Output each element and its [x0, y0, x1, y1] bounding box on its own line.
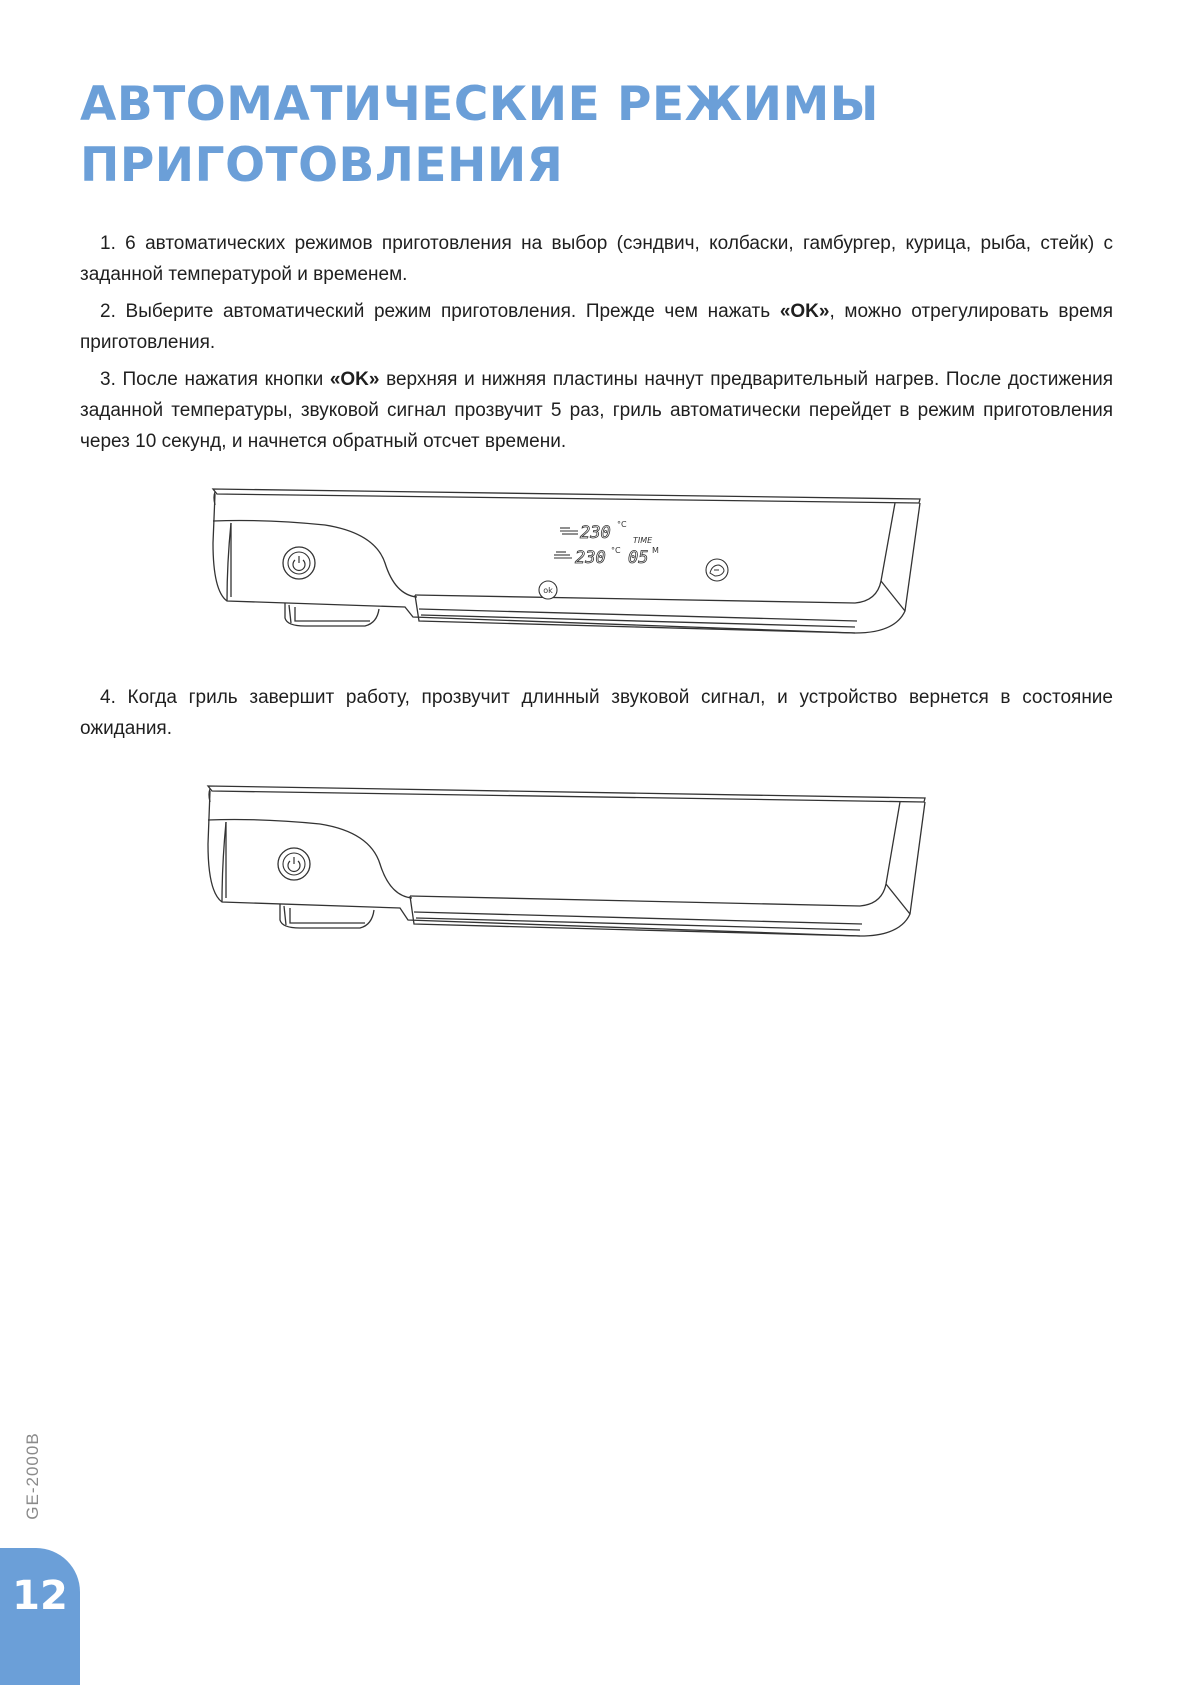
page-number: 12: [12, 1573, 68, 1619]
bottom-plate-temperature: 230: [575, 548, 606, 568]
time-value: 05: [628, 548, 649, 568]
model-name-text: GE-2000B: [23, 1432, 42, 1520]
ok-button-label: ok: [543, 586, 553, 595]
paragraph-1: 1. 6 автоматических режимов приготовления на выбор (сэндвич, колбаски, гамбургер, курица, рыба, стейк) с заданной температурой и временем.: [80, 233, 1113, 285]
ok-button[interactable]: [539, 581, 557, 599]
paragraph-2-text-start: 2. Выберите автоматический режим приготовления. Прежде чем нажать: [100, 301, 780, 322]
paragraph-3-text-start: 3. После нажатия кнопки: [100, 369, 330, 390]
page-title-line-2: ПРИГОТОВЛЕНИЯ: [80, 138, 564, 193]
page-title-line-1: АВТОМАТИЧЕСКИЕ РЕЖИМЫ: [80, 77, 879, 132]
ok-emphasis: «OK»: [329, 369, 380, 390]
bottom-temperature-unit: °C: [611, 546, 621, 555]
paragraph-3: [80, 364, 1113, 457]
instructions: [80, 228, 1113, 463]
control-panel-standby-illustration: [200, 780, 930, 960]
model-name: [20, 1421, 46, 1531]
paragraph-2: [80, 296, 1113, 358]
power-button[interactable]: [278, 848, 310, 880]
bottom-plate-icon: [554, 552, 572, 558]
ok-emphasis: «OK»: [779, 301, 830, 322]
control-panel-lit-illustration: [205, 483, 925, 653]
paragraph-4: 4. Когда гриль завершит работу, прозвучит длинный звуковой сигнал, и устройство вернется в состояние ожидания.: [80, 687, 1113, 739]
top-plate-icon: [560, 528, 578, 534]
paragraph-2-text-end: , можно отрегулировать время приготовления.: [80, 301, 1113, 353]
page-title: [80, 74, 1120, 196]
power-button[interactable]: [283, 547, 315, 579]
top-temperature-unit: °C: [617, 520, 627, 529]
top-plate-temperature: 230: [580, 523, 611, 543]
mode-button[interactable]: [706, 559, 728, 581]
time-label: TIME: [633, 536, 653, 545]
time-unit: M: [652, 546, 659, 555]
paragraph-3-text-end: верхняя и нижняя пластины начнут предварительный нагрев. После достижения заданной температуры, звуковой сигнал прозвучит 5 раз, гриль автоматически перейдет в режим приготовления через 10 секунд, и начнется обратный отсчет времени.: [80, 369, 1113, 452]
